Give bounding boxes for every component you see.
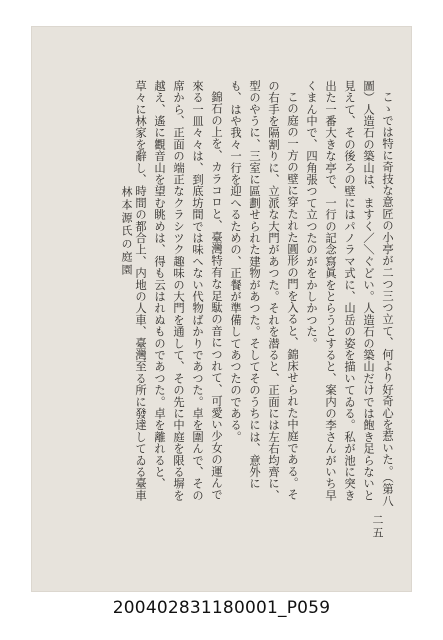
document-page bbox=[31, 26, 412, 592]
body-text-column-block bbox=[131, 80, 397, 510]
paragraph-3: 錦石の上を、カラコロと、臺灣特有な足駄の音につれて、可愛い少女の運んで來る一皿々々は、到底坊間では味へない代物ばかりであつた。卓を圍んで、その席から、正面の端正なクラシツク趣味の大門を通して、その先に中庭を限る塀を越え、遙に觀音山を望む眺めは、得も云はれぬものであつた。卓を離れると、草々に林家を辭し、時間の都合上、内地の人車、臺灣至る所に發達してゐる臺車 bbox=[134, 80, 223, 502]
paragraph-1: こゝでは特に奇技な意匠の小亭が二つ三つ立て、何より好奇心を惹いた。（第八圖）人造石の築山は、ますく／＼ぐどい。人造石の築山だけでは飽き足らないと見えて、その後ろの壁にはパノラマ式に、山岳の姿を描いてゐる。私が池に突き出た一番大きな亭で、一行の記念寫眞をとらうとすると、案内の李さんがいち早くまん中で、四角張つて立つたのがをかしかつた。 bbox=[305, 80, 394, 507]
figure-caption: 林本源氏の庭園 bbox=[120, 186, 133, 277]
archive-id-label: 200402831180001_P059 bbox=[112, 598, 331, 618]
page-number: 二五 bbox=[371, 514, 384, 540]
paragraph-2: この庭の一方の壁に穿たれた圓形の門を入ると、錦床せられた中庭である。その右手を隔割りに、立派な大門があつた。それを潜ると、正面には左右均齊に、型のやうに、三室に區劃せられた建物があつた。そしてそのうちには、意外にも、はや我々一行を迎へるための、正餐が準備してあつたのである。 bbox=[229, 80, 299, 502]
